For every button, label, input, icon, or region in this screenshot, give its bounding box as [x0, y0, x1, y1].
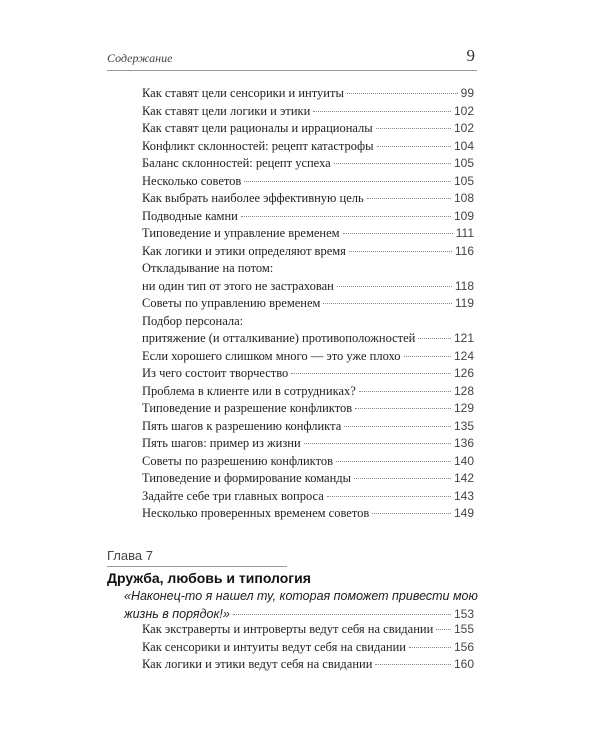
- toc-entry[interactable]: [142, 85, 474, 103]
- toc-entry-text: жизнь в порядок!»: [124, 606, 230, 621]
- toc-page-number: 109: [453, 208, 474, 223]
- toc-entry-text: Пять шагов: пример из жизни: [142, 436, 301, 450]
- toc-entry[interactable]: [142, 453, 474, 471]
- toc-page-number: 140: [453, 453, 474, 468]
- toc-page-number: 105: [453, 156, 474, 170]
- dot-leader: [436, 629, 451, 630]
- page-number: 9: [466, 46, 475, 65]
- dot-leader: [354, 478, 451, 479]
- toc-page-number: 111: [455, 226, 474, 240]
- toc-page-number: 142: [453, 471, 474, 485]
- running-header: [107, 48, 477, 71]
- toc-entry-text: Если хорошего слишком много — это уже плохо: [142, 348, 401, 363]
- toc-entry[interactable]: [142, 260, 474, 295]
- toc-entry-text: Из чего состоит творчество: [142, 366, 289, 380]
- toc-entry-text: Несколько проверенных временем советов: [142, 506, 370, 520]
- toc-entry-text: Как сенсорики и интуиты ведут себя на свидании: [142, 639, 406, 654]
- toc-page-number: 160: [453, 657, 474, 671]
- toc-entry-text: Как экстраверты и интроверты ведут себя на свидании: [142, 622, 434, 636]
- toc-entry-text: Типоведение и формирование команды: [142, 471, 352, 485]
- toc-page-number: 116: [454, 243, 474, 258]
- toc-entry[interactable]: [142, 243, 474, 261]
- dot-leader: [244, 181, 451, 182]
- toc-page-number: 102: [453, 121, 474, 135]
- dot-leader: [334, 163, 451, 164]
- toc-entry[interactable]: [142, 225, 474, 243]
- toc-entry[interactable]: [142, 656, 474, 674]
- toc-entry[interactable]: [142, 505, 474, 523]
- toc-entry[interactable]: [142, 435, 474, 453]
- dot-leader: [337, 286, 452, 287]
- dot-leader: [327, 496, 451, 497]
- toc-page-number: 156: [453, 639, 474, 654]
- toc-entry-text: Типоведение и разрешение конфликтов: [142, 401, 353, 415]
- dot-leader: [343, 233, 453, 234]
- toc-page-number: 108: [453, 191, 474, 205]
- toc-entry[interactable]: [142, 173, 474, 191]
- dot-leader: [376, 128, 451, 129]
- dot-leader: [355, 408, 451, 409]
- toc-entry-text: Советы по управлению временем: [142, 296, 321, 310]
- toc-page-number: 118: [454, 278, 474, 293]
- toc-entry-text: ни один тип от этого не застрахован: [142, 278, 334, 293]
- chapter-heading: [107, 548, 287, 567]
- toc-entry[interactable]: [142, 120, 474, 138]
- toc-entry-text: Типоведение и управление временем: [142, 226, 340, 240]
- dot-leader: [336, 461, 451, 462]
- toc-entry-text: Подводные камни: [142, 208, 238, 223]
- toc-entry[interactable]: [142, 295, 474, 313]
- dot-leader: [304, 443, 451, 444]
- toc-page-number: 124: [453, 348, 474, 363]
- dot-leader: [291, 373, 451, 374]
- dot-leader: [313, 111, 451, 112]
- toc-page-number: 104: [453, 138, 474, 153]
- toc-entry[interactable]: [142, 621, 474, 639]
- dot-leader: [359, 391, 451, 392]
- toc-entry-text: Несколько советов: [142, 173, 242, 188]
- toc-page-number: 121: [453, 331, 474, 345]
- toc-page-number: 136: [453, 436, 474, 450]
- toc-page-number: 128: [453, 383, 474, 398]
- toc-entry-text: Пять шагов к разрешению конфликта: [142, 418, 342, 433]
- toc-entry-text: Советы по разрешению конфликтов: [142, 453, 334, 468]
- toc-entry[interactable]: [142, 400, 474, 418]
- toc-entry[interactable]: [142, 639, 474, 657]
- toc-entry[interactable]: [142, 488, 474, 506]
- dot-leader: [404, 356, 451, 357]
- toc-page-number: 149: [453, 506, 474, 520]
- toc-entry[interactable]: [142, 383, 474, 401]
- toc-entry-text: Как логики и этики ведут себя на свидании: [142, 657, 373, 671]
- dot-leader: [241, 216, 451, 217]
- toc-entry-text: Откладывание на потом:: [142, 261, 274, 275]
- toc-entry-text: Как ставят цели логики и этики: [142, 103, 311, 118]
- toc-page-number: 99: [460, 86, 474, 100]
- toc-page-number: 155: [453, 622, 474, 636]
- toc-entry[interactable]: [142, 190, 474, 208]
- chapter-intro-entry: [124, 588, 478, 623]
- toc-entry-text: Задайте себе три главных вопроса: [142, 488, 324, 503]
- toc-entry-text: Подбор персонала:: [142, 313, 244, 328]
- dot-leader: [409, 647, 451, 648]
- toc-entry[interactable]: [142, 103, 474, 121]
- dot-leader: [323, 303, 451, 304]
- toc-entry-text: Баланс склонностей: рецепт успеха: [142, 156, 331, 170]
- toc-entry[interactable]: [142, 155, 474, 173]
- toc-page-number: 129: [453, 401, 474, 415]
- toc-entry-text: Проблема в клиенте или в сотрудниках?: [142, 383, 356, 398]
- toc-page-number: 153: [453, 606, 474, 621]
- chapter-label: Глава 7: [107, 548, 287, 567]
- dot-leader: [233, 614, 451, 615]
- toc-page-number: 126: [453, 366, 474, 380]
- toc-entry[interactable]: [142, 348, 474, 366]
- section-title: Содержание: [107, 51, 173, 65]
- dot-leader: [349, 251, 452, 252]
- dot-leader: [372, 513, 451, 514]
- toc-entry-text: Конфликт склонностей: рецепт катастрофы: [142, 138, 374, 153]
- toc-entry-text: Как логики и этики определяют время: [142, 243, 346, 258]
- toc-list: [142, 85, 474, 523]
- toc-page-number: 135: [453, 418, 474, 433]
- toc-page-number: 102: [453, 103, 474, 118]
- toc-page-number: 119: [454, 296, 474, 310]
- toc-page-number: 105: [453, 173, 474, 188]
- dot-leader: [375, 664, 451, 665]
- toc-entry-text: «Наконец-то я нашел ту, которая поможет привести мою: [124, 589, 478, 603]
- chapter-title: Дружба, любовь и типология: [107, 570, 311, 586]
- toc-entry-text: Как выбрать наиболее эффективную цель: [142, 191, 364, 205]
- toc-entry[interactable]: [142, 138, 474, 156]
- toc-entry[interactable]: [142, 470, 474, 488]
- dot-leader: [367, 198, 451, 199]
- dot-leader: [347, 93, 458, 94]
- toc-page-number: 143: [453, 488, 474, 503]
- toc-entry[interactable]: [142, 313, 474, 348]
- toc-entry[interactable]: [142, 418, 474, 436]
- toc-entry-text: притяжение (и отталкивание) противоположностей: [142, 331, 416, 345]
- chapter-toc-list: [142, 621, 474, 674]
- dot-leader: [344, 426, 451, 427]
- toc-entry[interactable]: [124, 588, 478, 623]
- toc-entry[interactable]: [142, 208, 474, 226]
- toc-entry[interactable]: [142, 365, 474, 383]
- toc-entry-text: Как ставят цели рационалы и иррационалы: [142, 121, 373, 135]
- toc-entry-text: Как ставят цели сенсорики и интуиты: [142, 86, 344, 100]
- dot-leader: [377, 146, 451, 147]
- dot-leader: [418, 338, 451, 339]
